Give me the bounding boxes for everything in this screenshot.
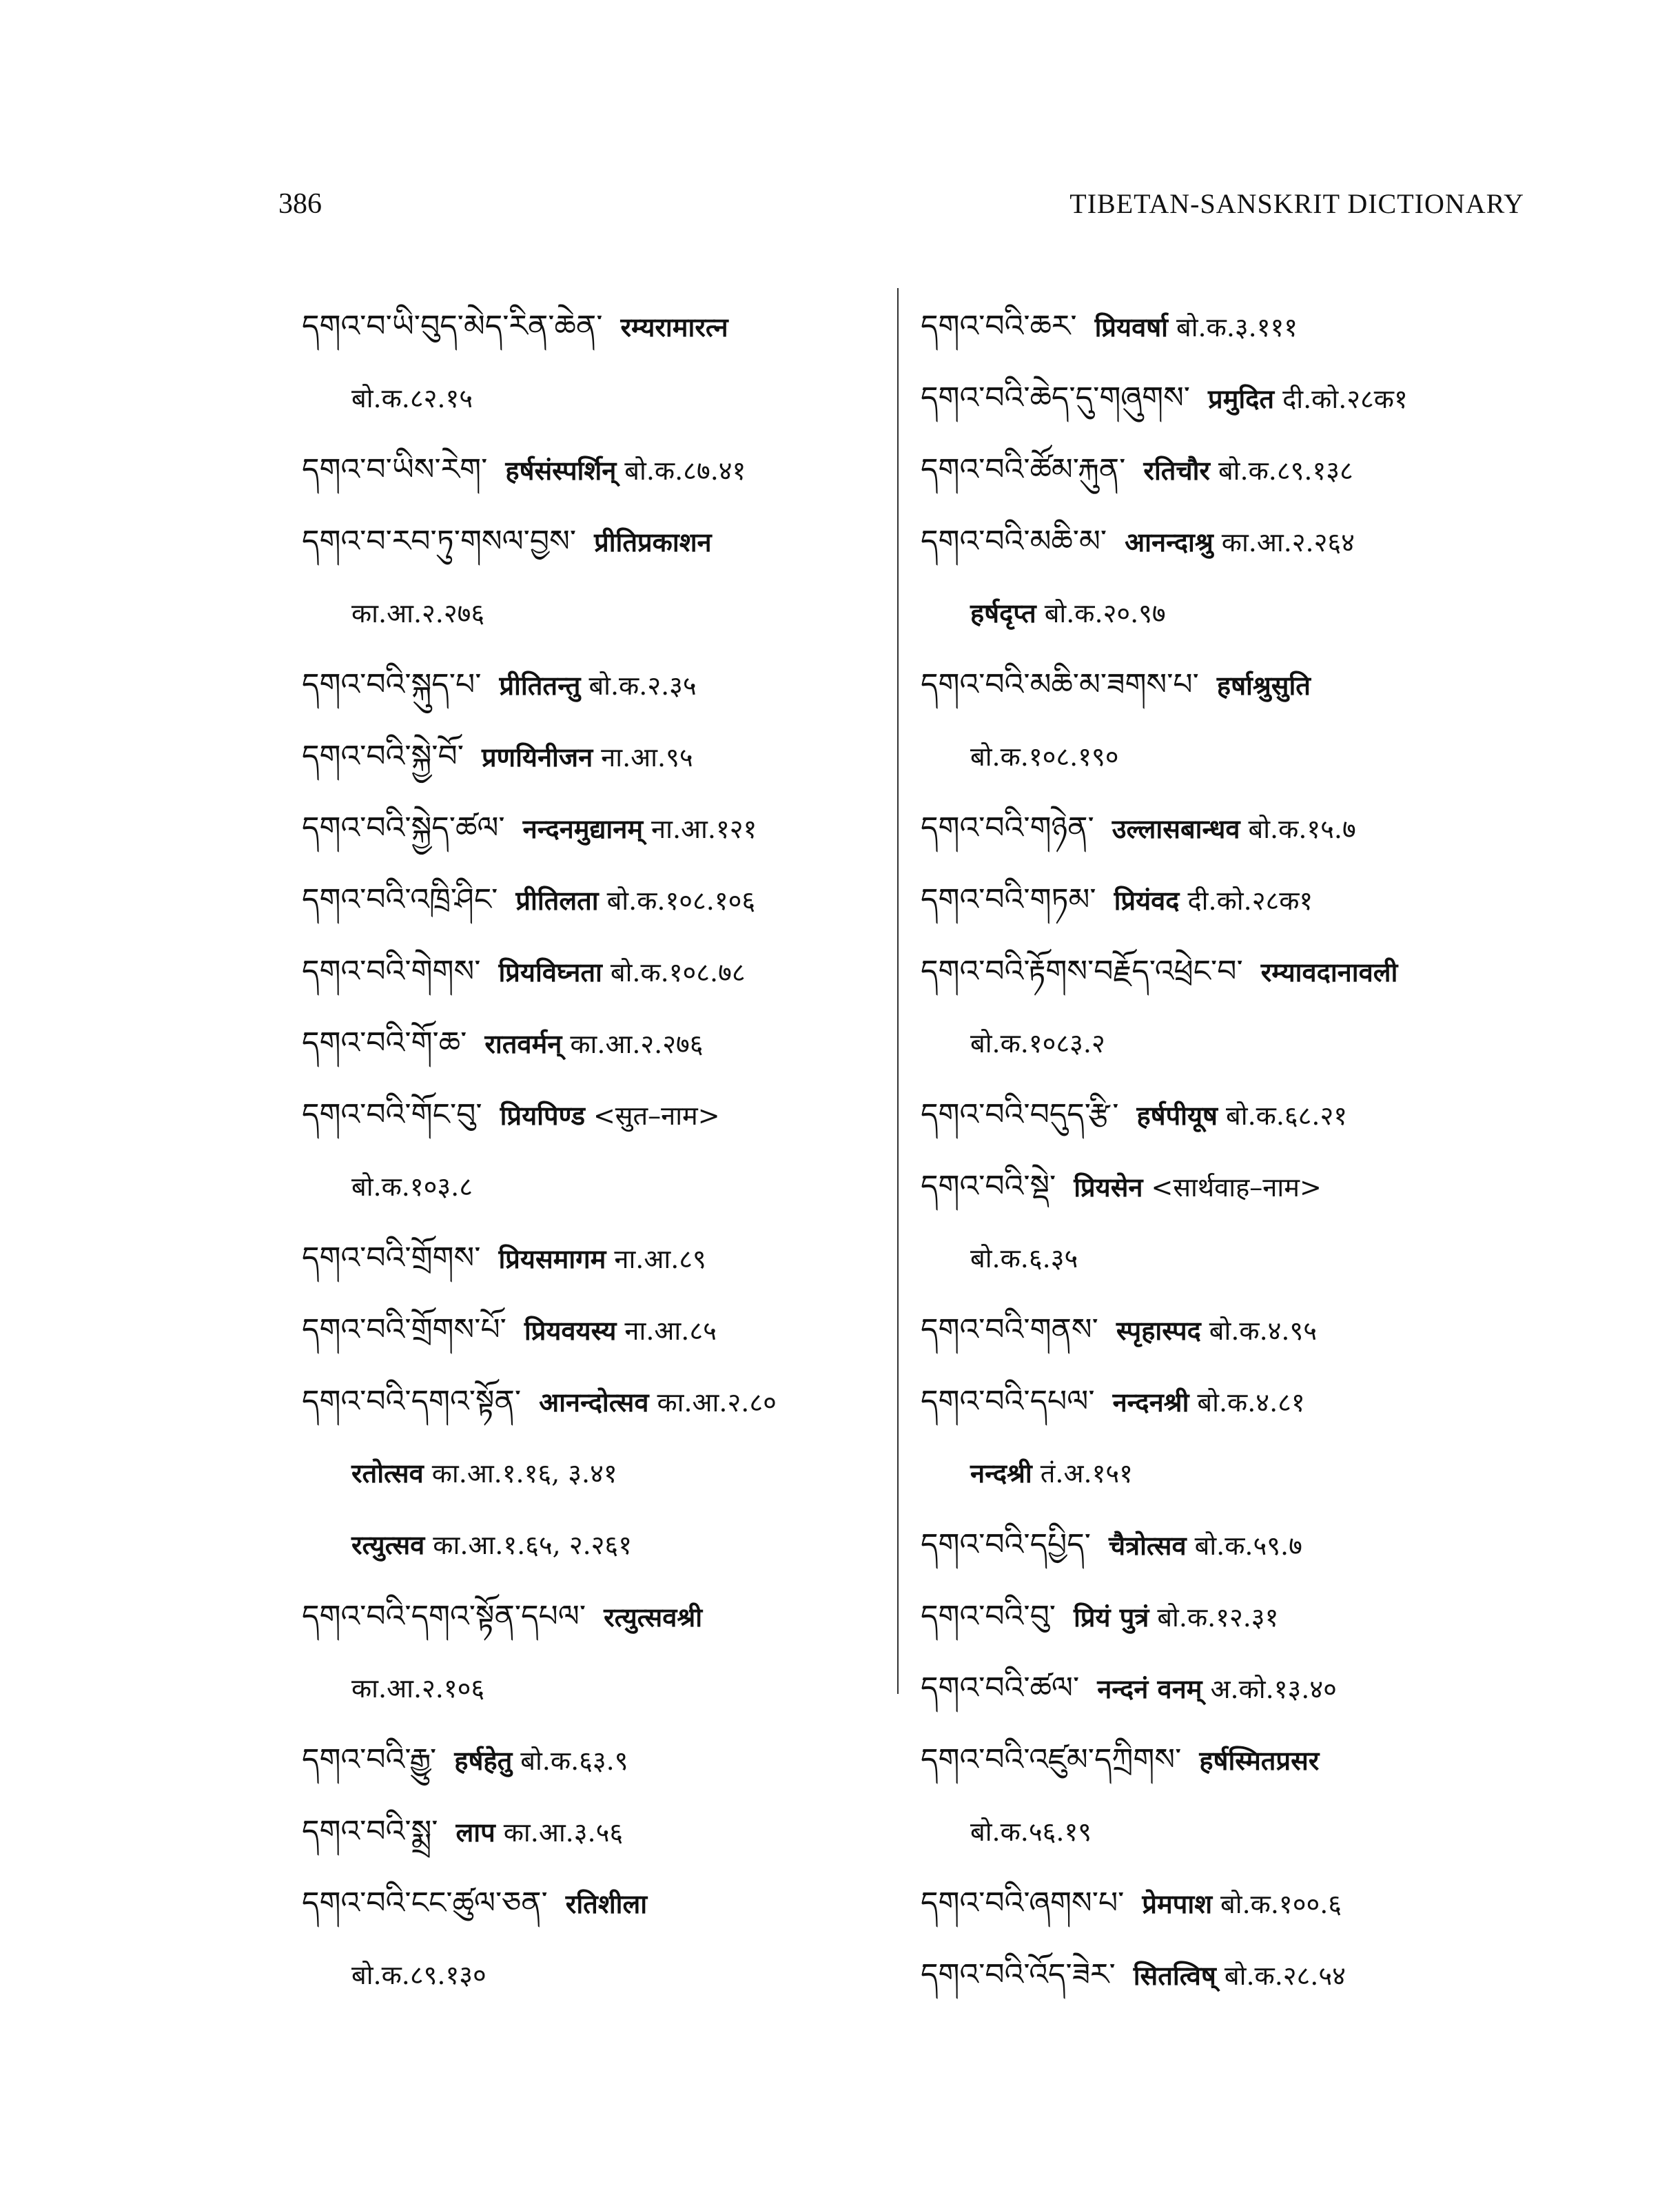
dictionary-entry bbox=[921, 1939, 1541, 2011]
sanskrit-equivalent: रतिशीला bbox=[565, 1888, 648, 1919]
dictionary-entry bbox=[921, 506, 1541, 649]
source-reference: तं.अ.१५१ bbox=[1040, 1458, 1133, 1489]
entry-headline bbox=[302, 1796, 874, 1868]
sanskrit-equivalent: रतिचौर bbox=[1143, 455, 1210, 486]
tibetan-headword: དགའ་བའི་སྐུད་པ་ bbox=[302, 667, 482, 702]
sanskrit-equivalent: नन्दनं वनम् bbox=[1097, 1673, 1202, 1704]
dictionary-entry bbox=[302, 1366, 874, 1581]
source-reference: बो.क.२०.९७ bbox=[1044, 598, 1166, 629]
source-reference: ना.आ.१२१ bbox=[651, 814, 757, 844]
source-reference: दी.को.२८क१ bbox=[1187, 886, 1313, 916]
source-reference: <सुत–नाम> bbox=[593, 1101, 720, 1131]
tibetan-headword: དགའ་བའི་འཛུམ་དཀྲིགས་ bbox=[921, 1742, 1182, 1777]
tibetan-headword: དགའ་བའི་གོ་ཆ་ bbox=[302, 1025, 467, 1061]
tibetan-headword: དགའ་བའི་གཏམ་ bbox=[921, 882, 1096, 917]
sanskrit-equivalent: हर्षपीयूष bbox=[1136, 1100, 1218, 1131]
sanskrit-equivalent: प्रणयिनीजन bbox=[481, 742, 593, 773]
source-reference: बो.क.२.३५ bbox=[588, 671, 697, 701]
entry-headline bbox=[302, 1294, 874, 1366]
entry-headline bbox=[921, 936, 1541, 1008]
tibetan-headword: དགའ་བའི་བུ་ bbox=[921, 1599, 1056, 1634]
source-reference: बो.क.१०३.८ bbox=[351, 1172, 473, 1202]
entry-headline bbox=[302, 1223, 874, 1294]
source-reference: बो.क.४.९५ bbox=[1209, 1316, 1318, 1346]
dictionary-entry bbox=[921, 362, 1541, 434]
entry-headline bbox=[921, 1939, 1541, 2011]
entry-headline bbox=[302, 1008, 874, 1079]
tibetan-headword: དགའ་བའི་སྐྱེད་ཚལ་ bbox=[302, 810, 505, 846]
entry-headline bbox=[921, 1366, 1541, 1438]
source-reference: का.आ.२.८० bbox=[657, 1387, 777, 1418]
sanskrit-equivalent: लाप bbox=[455, 1817, 495, 1848]
entry-headline bbox=[302, 721, 874, 793]
entry-headline bbox=[921, 793, 1541, 864]
sanskrit-equivalent: रत्युत्सव bbox=[351, 1529, 425, 1560]
source-reference: का.आ.२.२६४ bbox=[1221, 527, 1355, 558]
dictionary-entry bbox=[302, 649, 874, 721]
dictionary-entry bbox=[302, 434, 874, 506]
sanskrit-equivalent: प्रियसेन bbox=[1074, 1172, 1143, 1203]
tibetan-headword: དགའ་བའི་རྟོགས་བརྗོད་འཕྲེང་བ་ bbox=[921, 954, 1243, 989]
tibetan-headword: དགའ་བ་རབ་ཏུ་གསལ་བྱས་ bbox=[302, 524, 577, 559]
tibetan-headword: དགའ་བའི་སྐྱེ་བོ་ bbox=[302, 739, 464, 774]
dictionary-entry bbox=[302, 1868, 874, 2011]
dictionary-entry bbox=[302, 291, 874, 434]
entry-headline bbox=[921, 1868, 1541, 1939]
sanskrit-equivalent: प्रियवर्षा bbox=[1094, 311, 1169, 343]
tibetan-headword: དགའ་བའི་དགའ་སྟོན་ bbox=[302, 1384, 522, 1419]
sanskrit-equivalent: उल्लासबान्धव bbox=[1112, 813, 1240, 844]
sanskrit-equivalent: हर्षदृप्त bbox=[970, 597, 1036, 629]
column-divider bbox=[897, 288, 899, 1694]
tibetan-headword: དགའ་བའི་དཔྱིད་ bbox=[921, 1527, 1091, 1562]
sanskrit-equivalent: प्रीतितन्तु bbox=[499, 670, 581, 701]
dictionary-entry bbox=[921, 1581, 1541, 1653]
page-number: 386 bbox=[278, 188, 322, 220]
source-reference: बो.क.८२.१५ bbox=[351, 383, 473, 413]
sanskrit-equivalent: प्रीतिप्रकाशन bbox=[594, 527, 712, 558]
entry-headline bbox=[302, 1724, 874, 1796]
tibetan-headword: དགའ་བའི་འཁྲི་ཤིང་ bbox=[302, 882, 498, 917]
source-reference: बो.क.५९.७ bbox=[1194, 1531, 1302, 1561]
entry-headline bbox=[921, 1294, 1541, 1366]
source-reference: का.आ.३.५६ bbox=[503, 1817, 624, 1848]
tibetan-headword: དགའ་བའི་གེགས་ bbox=[302, 954, 481, 989]
source-reference: बो.क.४.८१ bbox=[1197, 1387, 1305, 1418]
sanskrit-equivalent: आनन्दाश्रु bbox=[1125, 527, 1213, 558]
dictionary-entry bbox=[921, 1151, 1541, 1294]
tibetan-headword: དགའ་བའི་གནས་ bbox=[921, 1312, 1098, 1347]
dictionary-entry bbox=[302, 1079, 874, 1223]
sanskrit-equivalent: नन्दनमुद्यानम् bbox=[522, 813, 644, 844]
tibetan-headword: དགའ་བའི་གྲོགས་ bbox=[302, 1240, 481, 1276]
tibetan-headword: དགའ་བའི་ཆེད་དུ་གཞུགས་ bbox=[921, 380, 1191, 416]
entry-continuation bbox=[302, 1151, 874, 1223]
sanskrit-equivalent: चैत्रोत्सव bbox=[1108, 1530, 1187, 1561]
sanskrit-equivalent: प्रियसमागम bbox=[498, 1243, 606, 1274]
sanskrit-equivalent: हर्षसंस्पर्शिन् bbox=[505, 455, 617, 486]
dictionary-entry bbox=[921, 1294, 1541, 1366]
entry-headline bbox=[302, 864, 874, 936]
entry-continuation bbox=[921, 1438, 1541, 1509]
source-reference: बो.क.५६.१९ bbox=[970, 1817, 1092, 1847]
right-column bbox=[921, 291, 1541, 2011]
tibetan-headword: དགའ་བའི་དགའ་སྟོན་དཔལ་ bbox=[302, 1599, 586, 1634]
entry-headline bbox=[921, 291, 1541, 362]
entry-continuation bbox=[921, 1008, 1541, 1079]
source-reference: दी.को.२८क१ bbox=[1282, 384, 1408, 414]
dictionary-entry bbox=[302, 721, 874, 793]
dictionary-entry bbox=[302, 506, 874, 649]
tibetan-headword: དགའ་བའི་གཉེན་ bbox=[921, 810, 1094, 846]
dictionary-entry bbox=[302, 864, 874, 936]
entry-headline bbox=[921, 1509, 1541, 1581]
source-reference: बो.क.१२.३१ bbox=[1157, 1602, 1279, 1633]
dictionary-entry bbox=[302, 1796, 874, 1868]
dictionary-entry bbox=[921, 1366, 1541, 1509]
sanskrit-equivalent: रम्यरामारत्न bbox=[620, 311, 728, 343]
tibetan-headword: དགའ་བའི་མཆི་མ་ bbox=[921, 524, 1107, 559]
entry-headline bbox=[302, 434, 874, 506]
tibetan-headword: དགའ་བའི་བདུད་རྩི་ bbox=[921, 1097, 1119, 1132]
dictionary-entry bbox=[921, 793, 1541, 864]
entry-headline bbox=[302, 1581, 874, 1653]
entry-headline bbox=[921, 649, 1541, 721]
sanskrit-equivalent: नन्दनश्री bbox=[1112, 1387, 1189, 1418]
source-reference: <सार्थवाह–नाम> bbox=[1151, 1172, 1322, 1203]
source-reference: बो.क.८९.१३८ bbox=[1218, 456, 1353, 486]
entry-headline bbox=[302, 793, 874, 864]
tibetan-headword: དགའ་བའི་ཚོམ་རྐུན་ bbox=[921, 452, 1126, 487]
source-reference: ना.आ.८५ bbox=[624, 1316, 717, 1346]
source-reference: का.आ.२.१०६ bbox=[351, 1673, 485, 1704]
sanskrit-equivalent: प्रियवयस्य bbox=[524, 1315, 617, 1346]
source-reference: का.आ.२.२७६ bbox=[351, 598, 485, 629]
dictionary-entry bbox=[921, 434, 1541, 506]
source-reference: का.आ.१.१६, ३.४१ bbox=[431, 1458, 617, 1489]
sanskrit-equivalent: प्रमुदित bbox=[1208, 383, 1275, 414]
source-reference: ना.आ.९५ bbox=[601, 742, 693, 773]
entry-headline bbox=[921, 506, 1541, 578]
sanskrit-equivalent: रत्युत्सवश्री bbox=[604, 1602, 703, 1633]
source-reference: बो.क.६.३५ bbox=[970, 1243, 1078, 1274]
entry-headline bbox=[302, 1079, 874, 1151]
entry-continuation bbox=[921, 578, 1541, 649]
tibetan-headword: དགའ་བའི་འོད་ཟེར་ bbox=[921, 1957, 1116, 1992]
sanskrit-equivalent: रम्यावदानावली bbox=[1260, 957, 1398, 988]
source-reference: का.आ.१.६५, २.२६१ bbox=[433, 1530, 632, 1560]
source-reference: बो.क.६८.२१ bbox=[1226, 1101, 1348, 1131]
source-reference: बो.क.१५.७ bbox=[1248, 814, 1356, 844]
dictionary-entry bbox=[302, 1294, 874, 1366]
sanskrit-equivalent: रतोत्सव bbox=[351, 1458, 424, 1489]
sanskrit-equivalent: रातवर्मन् bbox=[484, 1028, 562, 1059]
source-reference: बो.क.१०८३.२ bbox=[970, 1028, 1105, 1059]
entry-headline bbox=[921, 434, 1541, 506]
source-reference: बो.क.१०८.१९० bbox=[970, 742, 1119, 772]
entry-headline bbox=[302, 936, 874, 1008]
sanskrit-equivalent: हर्षाश्रुसुति bbox=[1216, 670, 1311, 701]
source-reference: बो.क.१०८.१०६ bbox=[606, 886, 756, 916]
left-column bbox=[302, 291, 874, 2011]
sanskrit-equivalent: प्रेमपाश bbox=[1142, 1888, 1213, 1919]
source-reference: बो.क.६३.९ bbox=[520, 1746, 628, 1776]
dictionary-entry bbox=[921, 1653, 1541, 1724]
sanskrit-equivalent: स्पृहास्पद bbox=[1116, 1315, 1201, 1346]
dictionary-entry bbox=[302, 1008, 874, 1079]
running-head: TIBETAN-SANSKRIT DICTIONARY bbox=[1069, 188, 1524, 219]
sanskrit-equivalent: प्रियं पुत्रं bbox=[1074, 1602, 1149, 1633]
tibetan-headword: དགའ་བ་ཡིས་རེག་ bbox=[302, 452, 488, 487]
dictionary-entry bbox=[302, 936, 874, 1008]
sanskrit-equivalent: प्रियपिण्ड bbox=[500, 1100, 585, 1131]
tibetan-headword: དགའ་བའི་སྡེ་ bbox=[921, 1169, 1056, 1204]
dictionary-entry bbox=[921, 1509, 1541, 1581]
entry-headline bbox=[921, 864, 1541, 936]
dictionary-entry bbox=[921, 1868, 1541, 1939]
dictionary-entry bbox=[921, 291, 1541, 362]
tibetan-headword: དགའ་བའི་ཞགས་པ་ bbox=[921, 1886, 1125, 1921]
tibetan-headword: དགའ་བའི་དཔལ་ bbox=[921, 1384, 1095, 1419]
sanskrit-equivalent: सितत्विष् bbox=[1133, 1960, 1216, 1991]
sanskrit-equivalent: प्रियविघ्नता bbox=[498, 957, 602, 988]
dictionary-entry bbox=[921, 864, 1541, 936]
source-reference: बो.क.३.१११ bbox=[1176, 312, 1298, 343]
entry-headline bbox=[921, 1079, 1541, 1151]
entry-headline bbox=[302, 1868, 874, 1939]
entry-continuation bbox=[921, 721, 1541, 793]
entry-headline bbox=[302, 649, 874, 721]
source-reference: बो.क.२८.५४ bbox=[1224, 1961, 1346, 1991]
entry-headline bbox=[921, 1151, 1541, 1223]
source-reference: बो.क.८७.४१ bbox=[624, 456, 746, 486]
source-reference: बो.क.१००.६ bbox=[1220, 1889, 1342, 1919]
tibetan-headword: དགའ་བའི་གོང་བུ་ bbox=[302, 1097, 482, 1132]
entry-continuation bbox=[302, 1509, 874, 1581]
source-reference: अ.को.१३.४० bbox=[1210, 1674, 1337, 1704]
dictionary-entry bbox=[921, 649, 1541, 793]
dictionary-entry bbox=[302, 1724, 874, 1796]
entry-headline bbox=[302, 291, 874, 362]
tibetan-headword: དགའ་བའི་ཆར་ bbox=[921, 309, 1077, 344]
sanskrit-equivalent: हर्षहेतु bbox=[454, 1745, 513, 1776]
sanskrit-equivalent: प्रियंवद bbox=[1114, 885, 1180, 916]
tibetan-headword: དགའ་བ་ཡི་བུད་མེད་རིན་ཆེན་ bbox=[302, 309, 603, 344]
sanskrit-equivalent: हर्षस्मितप्रसर bbox=[1199, 1745, 1320, 1776]
dictionary-entry bbox=[921, 1724, 1541, 1868]
entry-headline bbox=[302, 1366, 874, 1438]
tibetan-headword: དགའ་བའི་སྨྲ་ bbox=[302, 1814, 438, 1849]
entry-headline bbox=[921, 1653, 1541, 1724]
dictionary-entry bbox=[302, 1581, 874, 1724]
entry-continuation bbox=[302, 1939, 874, 2011]
dictionary-entry bbox=[921, 1079, 1541, 1151]
sanskrit-equivalent: प्रीतिलता bbox=[515, 885, 599, 916]
entry-headline bbox=[921, 362, 1541, 434]
entry-continuation bbox=[921, 1223, 1541, 1294]
entry-continuation bbox=[302, 1438, 874, 1509]
dictionary-entry bbox=[302, 793, 874, 864]
sanskrit-equivalent: आनन्दोत्सव bbox=[539, 1387, 649, 1418]
entry-headline bbox=[302, 506, 874, 578]
source-reference: का.आ.२.२७६ bbox=[570, 1029, 704, 1059]
tibetan-headword: དགའ་བའི་ཚལ་ bbox=[921, 1670, 1080, 1706]
entry-continuation bbox=[302, 362, 874, 434]
source-reference: ना.आ.८९ bbox=[614, 1244, 706, 1274]
sanskrit-equivalent: नन्दश्री bbox=[970, 1458, 1032, 1489]
entry-headline bbox=[921, 1581, 1541, 1653]
entry-continuation bbox=[302, 578, 874, 649]
dictionary-entry bbox=[921, 936, 1541, 1079]
entry-continuation bbox=[921, 1796, 1541, 1868]
tibetan-headword: དགའ་བའི་གྲོགས་པོ་ bbox=[302, 1312, 506, 1347]
dictionary-entry bbox=[302, 1223, 874, 1294]
tibetan-headword: དགའ་བའི་ངང་ཚུལ་ཅན་ bbox=[302, 1886, 548, 1921]
entry-continuation bbox=[302, 1653, 874, 1724]
entry-headline bbox=[921, 1724, 1541, 1796]
source-reference: बो.क.१०८.७८ bbox=[610, 957, 746, 988]
tibetan-headword: དགའ་བའི་རྒྱུ་ bbox=[302, 1742, 437, 1777]
source-reference: बो.क.८९.१३० bbox=[351, 1960, 486, 1990]
tibetan-headword: དགའ་བའི་མཆི་མ་ཟགས་པ་ bbox=[921, 667, 1199, 702]
